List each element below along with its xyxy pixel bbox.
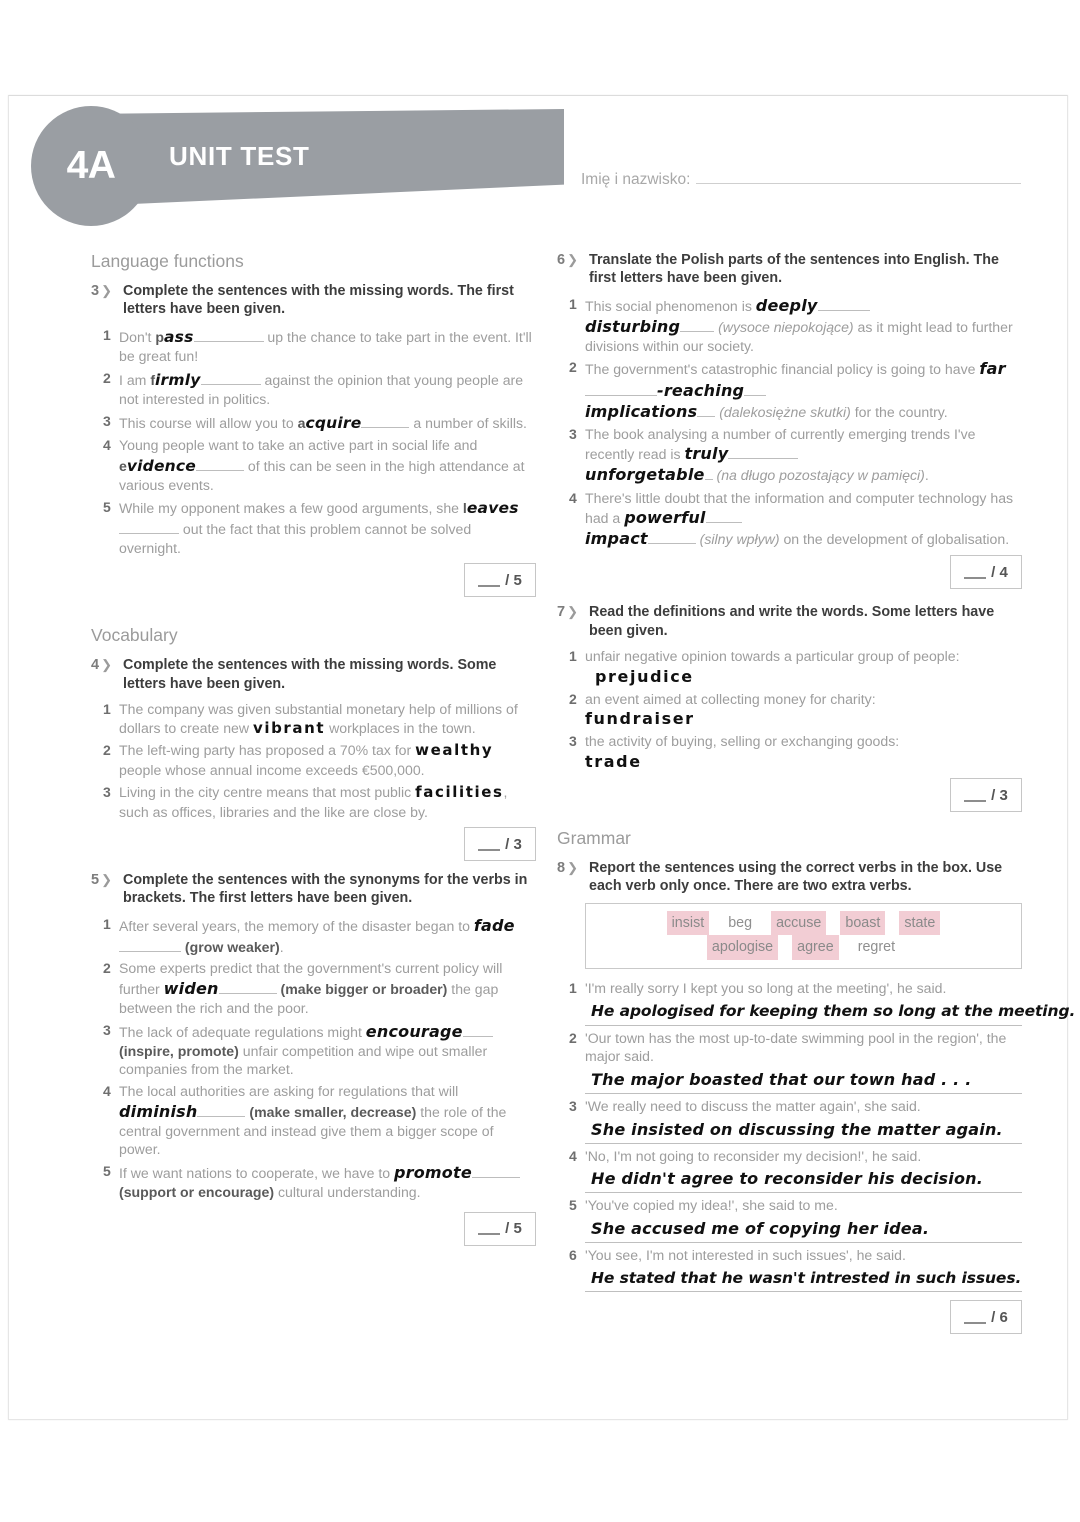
verb-option[interactable]: agree	[792, 935, 839, 959]
answer-blank[interactable]	[197, 1101, 245, 1117]
student-name-label: Imię i nazwisko:	[581, 171, 691, 188]
exercise-8-number: 8 ❯	[557, 860, 578, 877]
hint-text: (support or encourage)	[119, 1184, 275, 1201]
handwritten-answer[interactable]: vibrant	[252, 718, 326, 737]
handwritten-answer[interactable]: trade	[585, 751, 642, 771]
list-item: 3 Living in the city centre means that most public facilities, such as offices, libraries and the like are close by.	[103, 782, 508, 820]
exercise-4-instruction: Complete the sentences with the missing words. Some letters have been given.	[123, 657, 497, 692]
handwritten-answer[interactable]: unforgetable	[585, 465, 705, 485]
handwritten-answer[interactable]: -reaching	[657, 380, 745, 400]
handwritten-answer[interactable]: promote	[394, 1162, 472, 1182]
handwritten-answer[interactable]: wealthy	[415, 741, 494, 760]
exercise-5	[91, 871, 536, 1245]
score-box-exercise-5[interactable]: / 5	[464, 1212, 536, 1246]
list-item: 2 'Our town has the most up-to-date swimming pool in the region', the major said. The major boasted that our town had . . .	[585, 1029, 1022, 1094]
score-box-exercise-8[interactable]: / 6	[950, 1300, 1022, 1334]
answer-line[interactable]	[585, 1265, 1022, 1292]
polish-hint: (silny wpływ)	[699, 531, 780, 548]
verb-option[interactable]: insist	[667, 911, 710, 935]
handwritten-answer[interactable]: He didn't agree to reconsider his decision.	[591, 1169, 984, 1189]
exercise-6-items	[557, 295, 1022, 550]
answer-blank[interactable]	[472, 1162, 520, 1178]
exercise-8-items	[557, 979, 1076, 1292]
list-item: 4 Young people want to take an active part in social life and evidence of this can be seen in the high attendance at various events.	[103, 437, 525, 494]
list-item: 6 'You see, I'm not interested in such issues', he said. He stated that he wasn't intrested in such issues.	[585, 1246, 1022, 1293]
answer-line[interactable]	[585, 1216, 1022, 1243]
verb-option[interactable]: accuse	[771, 911, 826, 935]
answer-blank[interactable]	[201, 369, 261, 385]
answer-blank[interactable]	[680, 316, 714, 332]
polish-hint: (na długo pozostający w pamięci)	[716, 467, 925, 484]
exercise-6-instruction: Translate the Polish parts of the sentences into English. The first letters have been given.	[589, 252, 999, 287]
exercise-3	[91, 282, 536, 597]
answer-blank[interactable]	[744, 380, 766, 396]
score-box-exercise-3[interactable]: / 5	[464, 563, 536, 597]
answer-blank[interactable]	[728, 443, 798, 459]
given-letter: p	[155, 328, 164, 345]
answer-blank[interactable]	[463, 1021, 493, 1037]
list-item: 3 The lack of adequate regulations might encourage (inspire, promote) unfair competition and wipe out smaller companies from the market.	[119, 1021, 536, 1079]
exercise-7	[557, 603, 1022, 812]
score-box-exercise-6[interactable]: / 4	[950, 555, 1022, 589]
answer-blank[interactable]	[119, 936, 181, 952]
answer-blank[interactable]	[196, 455, 244, 471]
exercise-7-items	[557, 647, 1022, 772]
answer-blank[interactable]	[648, 528, 696, 544]
answer-blank[interactable]	[119, 518, 179, 534]
list-item: 1 'I'm really sorry I kept you so long at the meeting', he said. He apologised for keeping them so long at the meeting.	[585, 979, 1022, 1026]
hint-text: (grow weaker)	[184, 938, 280, 955]
exercise-4-items	[91, 700, 536, 821]
list-item: 3 The book analysing a number of currently emerging trends I've recently read is truly unforgetable (na długo pozostający w pamięci).	[569, 425, 976, 485]
list-item: 2 an event aimed at collecting money for charity: fundraiser	[569, 690, 876, 729]
exercise-6-number: 6 ❯	[557, 252, 578, 268]
answer-blank[interactable]	[219, 978, 277, 994]
verb-option[interactable]: boast	[840, 911, 885, 935]
list-item: 4 The local authorities are asking for regulations that will diminish (make smaller, decrease) the role of the central government and instead give them a bigger scope of power.	[103, 1083, 507, 1158]
exercise-5-number: 5 ❯	[91, 872, 112, 889]
section-heading-grammar: Grammar	[557, 828, 631, 849]
list-item: 1 The company was given substantial monetary help of millions of dollars to create new vibrant workplaces in the town.	[103, 701, 518, 737]
list-item: 1 After several years, the memory of the disaster began to fade (grow weaker).	[103, 915, 515, 955]
answer-line[interactable]	[585, 1117, 1022, 1144]
exercise-8	[557, 859, 1076, 1334]
answer-blank[interactable]	[706, 507, 742, 523]
given-letter: a	[297, 414, 306, 431]
list-item: 2 The left-wing party has proposed a 70% tax for wealthy people whose annual income exceeds €500,000.	[103, 741, 494, 779]
unit-code: 4A	[66, 144, 116, 187]
hint-text: (make smaller, decrease)	[249, 1103, 417, 1120]
exercise-5-instruction: Complete the sentences with the synonyms for the verbs in brackets. The first letters have been given.	[123, 872, 528, 907]
worksheet-page	[8, 95, 1076, 1420]
right-column	[557, 251, 1076, 1342]
verb-option[interactable]: beg	[728, 914, 753, 931]
exercise-7-instruction: Read the definitions and write the words. Some letters have been given.	[589, 604, 995, 639]
exercise-3-items	[91, 326, 536, 558]
exercise-3-instruction: Complete the sentences with the missing words. The first letters have been given.	[123, 283, 514, 318]
exercise-5-items	[91, 915, 536, 1202]
answer-line[interactable]	[585, 1067, 1022, 1094]
list-item: 5 'You've copied my idea!', she said to me. She accused me of copying her idea.	[585, 1196, 1022, 1243]
handwritten-answer[interactable]: deeply	[755, 295, 818, 315]
handwritten-answer[interactable]: eaves	[466, 498, 519, 517]
list-item: 5 If we want nations to cooperate, we have to promote (support or encourage) cultural understanding.	[119, 1162, 536, 1202]
banner-tail-shape	[89, 109, 564, 206]
exercise-4-number: 4 ❯	[91, 657, 112, 674]
answer-blank[interactable]	[697, 401, 715, 417]
list-item: 2 I am firmly against the opinion that young people are not interested in politics.	[103, 369, 524, 408]
answer-blank[interactable]	[361, 412, 409, 428]
handwritten-answer[interactable]: impact	[585, 529, 648, 549]
answer-blank[interactable]	[585, 380, 657, 396]
handwritten-answer[interactable]: diminish	[119, 1101, 198, 1121]
handwritten-answer[interactable]: prejudice	[595, 666, 694, 686]
score-box-exercise-4[interactable]: / 3	[464, 827, 536, 861]
left-column	[91, 251, 536, 1254]
list-item: 2 Some experts predict that the government's current policy will further widen (make bigger or broader) the gap between the rich and the poor.	[103, 960, 503, 1017]
handwritten-answer[interactable]: encourage	[365, 1021, 463, 1041]
verb-option[interactable]: regret	[857, 939, 896, 956]
given-letter: e	[119, 457, 127, 474]
exercise-3-number: 3 ❯	[91, 283, 112, 299]
handwritten-answer[interactable]: implications	[585, 401, 698, 421]
handwritten-answer[interactable]: She accused me of copying her idea.	[591, 1218, 930, 1238]
answer-blank[interactable]	[194, 326, 264, 342]
handwritten-answer[interactable]: irmly	[155, 370, 201, 389]
verb-option[interactable]: apologise	[707, 935, 778, 959]
exercise-4	[91, 656, 536, 861]
list-item: 1 Don't pass up the chance to take part in the event. It'll be great fun!	[103, 326, 532, 365]
hint-text: (inspire, promote)	[119, 1042, 239, 1059]
handwritten-answer[interactable]: widen	[163, 979, 219, 999]
verb-option[interactable]: state	[899, 911, 940, 935]
given-letter: l	[462, 499, 467, 516]
handwritten-answer[interactable]: fade	[473, 915, 515, 935]
verb-word-box	[585, 903, 1022, 970]
handwritten-answer[interactable]: He stated that he wasn't intrested in such issues.	[591, 1268, 1022, 1287]
list-item: 3 the activity of buying, selling or exchanging goods: trade	[569, 733, 900, 771]
handwritten-answer[interactable]: cquire	[305, 413, 362, 432]
given-letter: f	[150, 371, 156, 388]
handwritten-answer[interactable]: facilities	[415, 782, 504, 801]
hint-text: (make bigger or broader)	[280, 981, 448, 998]
answer-blank[interactable]	[705, 464, 713, 480]
exercise-7-number: 7 ❯	[557, 604, 578, 621]
list-item: 3 This course will allow you to acquire a number of skills.	[103, 412, 527, 432]
handwritten-answer[interactable]: disturbing	[585, 316, 681, 336]
list-item: 5 While my opponent makes a few good arguments, she leaves out the fact that this problem cannot be solved overnight.	[103, 498, 519, 556]
answer-blank[interactable]	[818, 295, 870, 311]
list-item: 1 unfair negative opinion towards a particular group of people: prejudice	[569, 647, 960, 686]
section-heading-vocabulary: Vocabulary	[91, 625, 178, 646]
handwritten-answer[interactable]: He apologised for keeping them so long at the meeting.	[591, 1002, 1076, 1021]
student-name-input[interactable]	[696, 166, 1021, 184]
handwritten-answer[interactable]: truly	[684, 444, 729, 464]
page-title: UNIT TEST	[169, 141, 310, 171]
handwritten-answer[interactable]: The major boasted that our town had . . .	[591, 1069, 972, 1089]
answer-line[interactable]	[585, 1166, 1022, 1193]
list-item: 1 This social phenomenon is deeply disturbing (wysoce niepokojące) as it might lead to further divisions within our society.	[569, 295, 1013, 354]
handwritten-answer[interactable]: fundraiser	[585, 709, 695, 729]
exercise-8-instruction: Report the sentences using the correct verbs in the box. Use each verb only once. There are two extra verbs.	[589, 860, 1003, 895]
list-item: 4 There's little doubt that the information and computer technology has had a powerful impact (silny wpływ) on the development of globalisation.	[569, 489, 1014, 549]
exercise-6	[557, 251, 1022, 589]
handwritten-answer[interactable]: vidence	[126, 456, 197, 475]
polish-hint: (wysoce niepokojące)	[718, 318, 854, 335]
list-item: 3 'We really need to discuss the matter again', she said. She insisted on discussing the matter again.	[585, 1097, 1022, 1144]
handwritten-answer[interactable]: far	[979, 359, 1006, 379]
handwritten-answer[interactable]: powerful	[624, 508, 706, 528]
list-item: 4 'No, I'm not going to reconsider my decision!', he said. He didn't agree to reconsider his decision.	[585, 1147, 1022, 1194]
score-box-exercise-7[interactable]: / 3	[950, 778, 1022, 812]
section-heading-language-functions: Language functions	[91, 251, 244, 271]
student-name-row	[581, 166, 1021, 189]
handwritten-answer[interactable]: ass	[164, 327, 194, 346]
list-item: 2 The government's catastrophic financial policy is going to have far-reaching implications (dalekosiężne skutki) for the country.	[569, 359, 1006, 421]
polish-hint: (dalekosiężne skutki)	[719, 403, 851, 420]
handwritten-answer[interactable]: She insisted on discussing the matter again.	[591, 1119, 1003, 1139]
